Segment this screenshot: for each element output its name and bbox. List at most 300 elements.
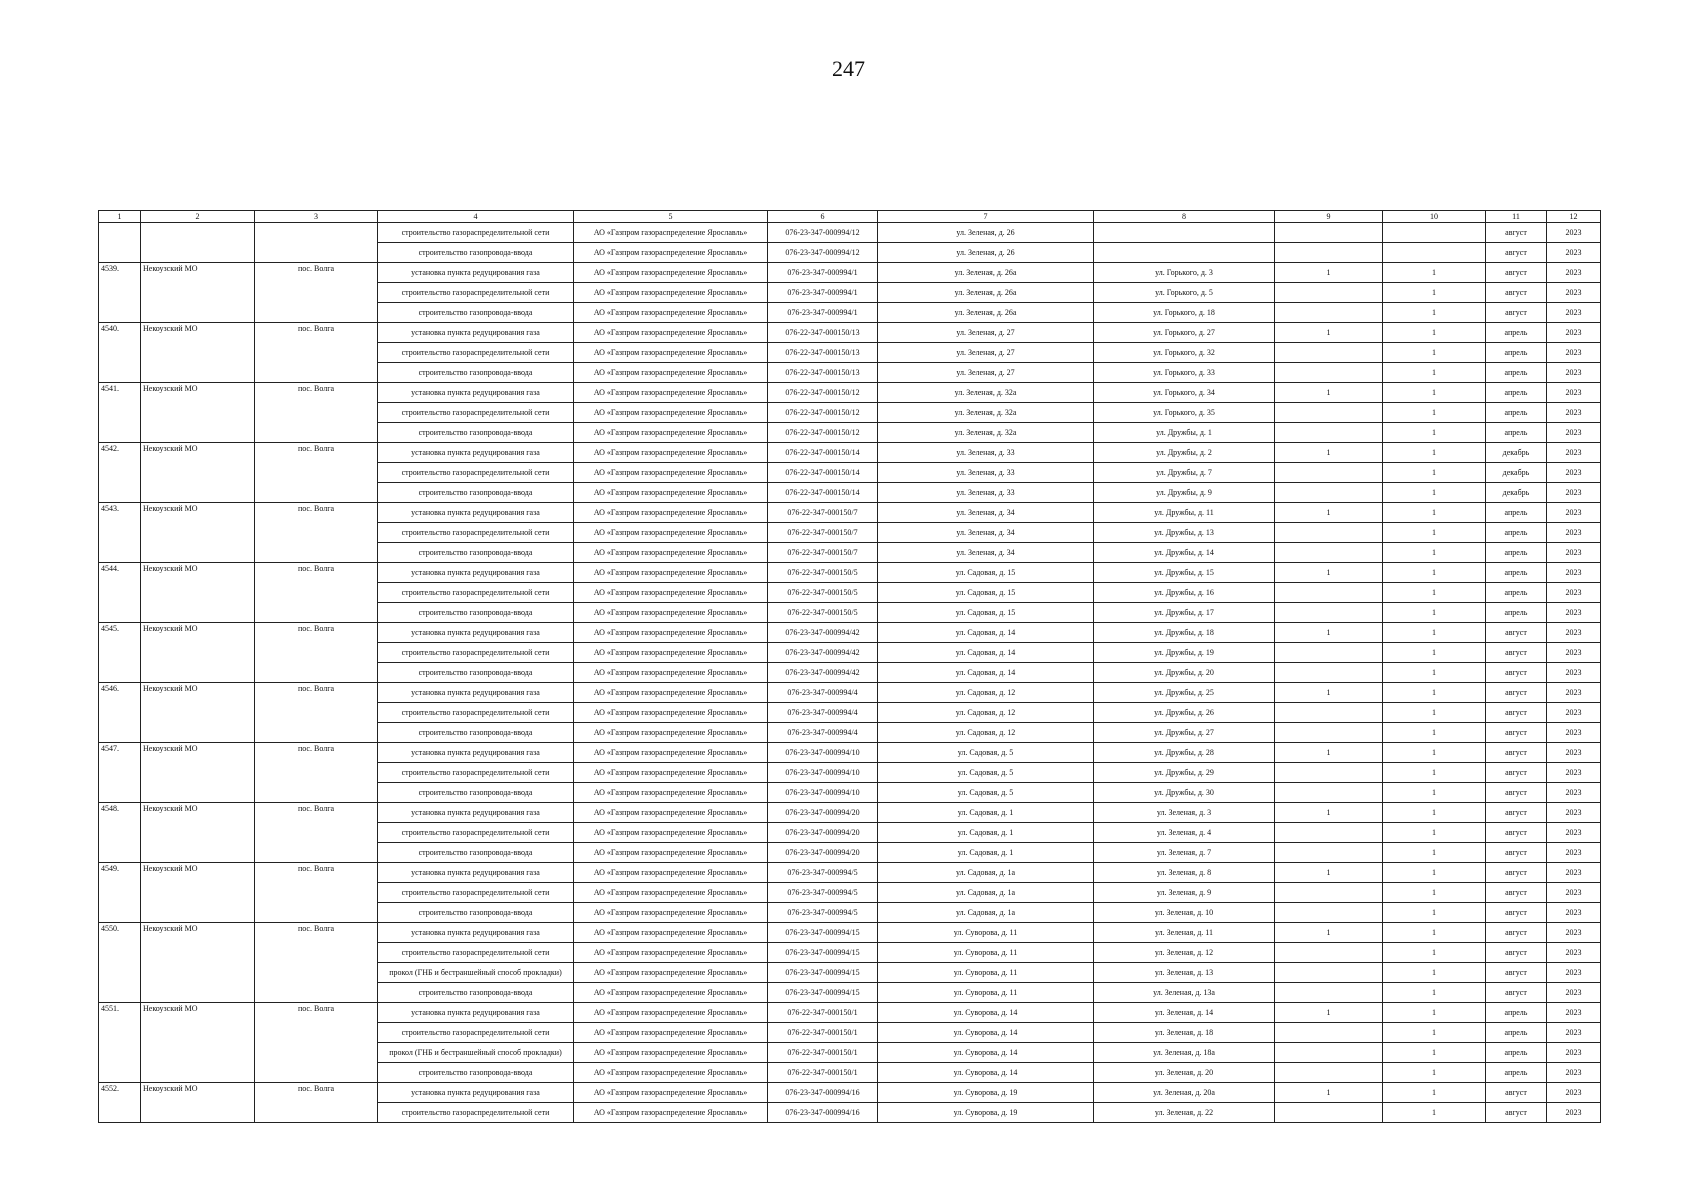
col10-cell: 1: [1383, 923, 1486, 943]
table-body: [99, 223, 1601, 1123]
settlement-cell: пос. Волга: [255, 803, 378, 863]
object-address-cell: ул. Зеленая, д. 34: [878, 523, 1094, 543]
object-address-cell: ул. Суворова, д. 14: [878, 1063, 1094, 1083]
table-row: [99, 1083, 1601, 1103]
tech-conditions-number-cell: 076-22-347-000150/5: [768, 603, 878, 623]
work-type-cell: строительство газопровода-ввода: [378, 983, 574, 1003]
object-address-cell: ул. Зеленая, д. 34: [878, 543, 1094, 563]
tech-conditions-number-cell: 076-23-347-000994/20: [768, 823, 878, 843]
month-cell: август: [1486, 703, 1547, 723]
table-row: [99, 243, 1601, 263]
connected-address-cell: ул. Зеленая, д. 11: [1094, 923, 1275, 943]
month-cell: август: [1486, 223, 1547, 243]
year-cell: 2023: [1547, 343, 1601, 363]
connected-address-cell: ул. Дружбы, д. 18: [1094, 623, 1275, 643]
year-cell: 2023: [1547, 983, 1601, 1003]
work-type-cell: прокол (ГНБ и бестраншейный способ прокладки): [378, 963, 574, 983]
col9-cell: 1: [1275, 803, 1383, 823]
object-address-cell: ул. Зеленая, д. 34: [878, 503, 1094, 523]
month-cell: апрель: [1486, 603, 1547, 623]
col9-cell: [1275, 423, 1383, 443]
year-cell: 2023: [1547, 823, 1601, 843]
connected-address-cell: ул. Зеленая, д. 4: [1094, 823, 1275, 843]
settlement-cell: пос. Волга: [255, 1003, 378, 1083]
year-cell: 2023: [1547, 723, 1601, 743]
col10-cell: 1: [1383, 963, 1486, 983]
year-cell: 2023: [1547, 843, 1601, 863]
col9-cell: [1275, 883, 1383, 903]
work-type-cell: строительство газопровода-ввода: [378, 363, 574, 383]
month-cell: август: [1486, 243, 1547, 263]
object-address-cell: ул. Зеленая, д. 26а: [878, 263, 1094, 283]
settlement-cell: пос. Волга: [255, 743, 378, 803]
organization-cell: АО «Газпром газораспределение Ярославль»: [574, 1103, 768, 1123]
connected-address-cell: ул. Дружбы, д. 1: [1094, 423, 1275, 443]
month-cell: декабрь: [1486, 443, 1547, 463]
settlement-cell: пос. Волга: [255, 443, 378, 503]
organization-cell: АО «Газпром газораспределение Ярославль»: [574, 283, 768, 303]
month-cell: август: [1486, 303, 1547, 323]
row-number-cell: 4542.: [99, 443, 141, 503]
col9-cell: [1275, 1103, 1383, 1123]
year-cell: 2023: [1547, 963, 1601, 983]
month-cell: апрель: [1486, 363, 1547, 383]
tech-conditions-number-cell: 076-23-347-000994/10: [768, 783, 878, 803]
work-type-cell: строительство газораспределительной сети: [378, 403, 574, 423]
settlement-cell: пос. Волга: [255, 1083, 378, 1123]
object-address-cell: ул. Садовая, д. 1а: [878, 863, 1094, 883]
work-type-cell: строительство газопровода-ввода: [378, 783, 574, 803]
row-number-cell: 4551.: [99, 1003, 141, 1083]
connected-address-cell: ул. Зеленая, д. 14: [1094, 1003, 1275, 1023]
month-cell: август: [1486, 723, 1547, 743]
row-number-cell: 4546.: [99, 683, 141, 743]
work-type-cell: установка пункта редуцирования газа: [378, 563, 574, 583]
connected-address-cell: ул. Зеленая, д. 22: [1094, 1103, 1275, 1123]
col9-cell: [1275, 283, 1383, 303]
organization-cell: АО «Газпром газораспределение Ярославль»: [574, 883, 768, 903]
table-row: [99, 443, 1601, 463]
month-cell: декабрь: [1486, 463, 1547, 483]
col10-cell: 1: [1383, 1063, 1486, 1083]
column-header: 2: [141, 211, 255, 223]
col10-cell: 1: [1383, 283, 1486, 303]
tech-conditions-number-cell: 076-22-347-000150/12: [768, 383, 878, 403]
connected-address-cell: ул. Дружбы, д. 28: [1094, 743, 1275, 763]
work-type-cell: строительство газораспределительной сети: [378, 343, 574, 363]
year-cell: 2023: [1547, 483, 1601, 503]
year-cell: 2023: [1547, 863, 1601, 883]
object-address-cell: ул. Суворова, д. 14: [878, 1043, 1094, 1063]
col10-cell: 1: [1383, 763, 1486, 783]
tech-conditions-number-cell: 076-23-347-000994/15: [768, 963, 878, 983]
col10-cell: 1: [1383, 343, 1486, 363]
connected-address-cell: ул. Дружбы, д. 15: [1094, 563, 1275, 583]
col9-cell: [1275, 843, 1383, 863]
object-address-cell: ул. Зеленая, д. 26: [878, 223, 1094, 243]
work-type-cell: строительство газораспределительной сети: [378, 283, 574, 303]
month-cell: август: [1486, 943, 1547, 963]
col9-cell: 1: [1275, 1003, 1383, 1023]
column-header: 6: [768, 211, 878, 223]
row-number-cell: 4550.: [99, 923, 141, 1003]
col10-cell: 1: [1383, 1103, 1486, 1123]
object-address-cell: ул. Садовая, д. 12: [878, 703, 1094, 723]
work-type-cell: строительство газопровода-ввода: [378, 303, 574, 323]
col9-cell: [1275, 663, 1383, 683]
organization-cell: АО «Газпром газораспределение Ярославль»: [574, 483, 768, 503]
connected-address-cell: ул. Дружбы, д. 9: [1094, 483, 1275, 503]
month-cell: апрель: [1486, 1063, 1547, 1083]
municipality-cell: Некоузский МО: [141, 743, 255, 803]
col9-cell: [1275, 1023, 1383, 1043]
year-cell: 2023: [1547, 583, 1601, 603]
col10-cell: 1: [1383, 403, 1486, 423]
col9-cell: [1275, 243, 1383, 263]
settlement-cell: пос. Волга: [255, 383, 378, 443]
organization-cell: АО «Газпром газораспределение Ярославль»: [574, 363, 768, 383]
col10-cell: 1: [1383, 423, 1486, 443]
connected-address-cell: ул. Горького, д. 35: [1094, 403, 1275, 423]
col9-cell: [1275, 823, 1383, 843]
col9-cell: [1275, 1063, 1383, 1083]
tech-conditions-number-cell: 076-22-347-000150/12: [768, 403, 878, 423]
year-cell: 2023: [1547, 263, 1601, 283]
object-address-cell: ул. Суворова, д. 11: [878, 983, 1094, 1003]
object-address-cell: ул. Зеленая, д. 32а: [878, 423, 1094, 443]
work-type-cell: строительство газопровода-ввода: [378, 903, 574, 923]
year-cell: 2023: [1547, 1083, 1601, 1103]
organization-cell: АО «Газпром газораспределение Ярославль»: [574, 423, 768, 443]
year-cell: 2023: [1547, 1103, 1601, 1123]
year-cell: 2023: [1547, 923, 1601, 943]
tech-conditions-number-cell: 076-23-347-000994/20: [768, 803, 878, 823]
column-header: 1: [99, 211, 141, 223]
organization-cell: АО «Газпром газораспределение Ярославль»: [574, 523, 768, 543]
municipality-cell: Некоузский МО: [141, 923, 255, 1003]
col9-cell: 1: [1275, 503, 1383, 523]
object-address-cell: ул. Суворова, д. 11: [878, 923, 1094, 943]
connected-address-cell: [1094, 243, 1275, 263]
municipality-cell: Некоузский МО: [141, 1083, 255, 1123]
month-cell: апрель: [1486, 423, 1547, 443]
month-cell: август: [1486, 963, 1547, 983]
column-header: 7: [878, 211, 1094, 223]
month-cell: апрель: [1486, 1023, 1547, 1043]
col10-cell: 1: [1383, 663, 1486, 683]
organization-cell: АО «Газпром газораспределение Ярославль»: [574, 983, 768, 1003]
tech-conditions-number-cell: 076-23-347-000994/4: [768, 683, 878, 703]
object-address-cell: ул. Садовая, д. 5: [878, 783, 1094, 803]
connected-address-cell: ул. Горького, д. 32: [1094, 343, 1275, 363]
connected-address-cell: ул. Горького, д. 34: [1094, 383, 1275, 403]
col10-cell: 1: [1383, 483, 1486, 503]
month-cell: август: [1486, 823, 1547, 843]
organization-cell: АО «Газпром газораспределение Ярославль»: [574, 863, 768, 883]
work-type-cell: строительство газораспределительной сети: [378, 523, 574, 543]
work-type-cell: строительство газораспределительной сети: [378, 883, 574, 903]
object-address-cell: ул. Садовая, д. 1: [878, 843, 1094, 863]
tech-conditions-number-cell: 076-23-347-000994/42: [768, 623, 878, 643]
month-cell: август: [1486, 283, 1547, 303]
object-address-cell: ул. Садовая, д. 12: [878, 723, 1094, 743]
month-cell: апрель: [1486, 503, 1547, 523]
organization-cell: АО «Газпром газораспределение Ярославль»: [574, 843, 768, 863]
connected-address-cell: ул. Дружбы, д. 7: [1094, 463, 1275, 483]
tech-conditions-number-cell: 076-23-347-000994/12: [768, 223, 878, 243]
column-header: 11: [1486, 211, 1547, 223]
month-cell: апрель: [1486, 583, 1547, 603]
organization-cell: АО «Газпром газораспределение Ярославль»: [574, 723, 768, 743]
year-cell: 2023: [1547, 1003, 1601, 1023]
work-type-cell: строительство газораспределительной сети: [378, 583, 574, 603]
organization-cell: АО «Газпром газораспределение Ярославль»: [574, 403, 768, 423]
organization-cell: АО «Газпром газораспределение Ярославль»: [574, 583, 768, 603]
year-cell: 2023: [1547, 883, 1601, 903]
connected-address-cell: ул. Зеленая, д. 9: [1094, 883, 1275, 903]
col10-cell: 1: [1383, 563, 1486, 583]
row-number-cell: 4549.: [99, 863, 141, 923]
tech-conditions-number-cell: 076-22-347-000150/7: [768, 543, 878, 563]
connected-address-cell: ул. Дружбы, д. 29: [1094, 763, 1275, 783]
year-cell: 2023: [1547, 383, 1601, 403]
tech-conditions-number-cell: 076-22-347-000150/7: [768, 503, 878, 523]
col9-cell: [1275, 343, 1383, 363]
object-address-cell: ул. Зеленая, д. 32а: [878, 383, 1094, 403]
object-address-cell: ул. Садовая, д. 12: [878, 683, 1094, 703]
work-type-cell: установка пункта редуцирования газа: [378, 803, 574, 823]
work-type-cell: строительство газораспределительной сети: [378, 943, 574, 963]
year-cell: 2023: [1547, 703, 1601, 723]
connected-address-cell: ул. Дружбы, д. 11: [1094, 503, 1275, 523]
object-address-cell: ул. Зеленая, д. 27: [878, 363, 1094, 383]
col10-cell: 1: [1383, 1003, 1486, 1023]
organization-cell: АО «Газпром газораспределение Ярославль»: [574, 1063, 768, 1083]
col10-cell: 1: [1383, 883, 1486, 903]
col9-cell: [1275, 403, 1383, 423]
work-type-cell: строительство газораспределительной сети: [378, 1103, 574, 1123]
connected-address-cell: ул. Зеленая, д. 18: [1094, 1023, 1275, 1043]
connected-address-cell: ул. Зеленая, д. 12: [1094, 943, 1275, 963]
municipality-cell: Некоузский МО: [141, 563, 255, 623]
work-type-cell: установка пункта редуцирования газа: [378, 383, 574, 403]
organization-cell: АО «Газпром газораспределение Ярославль»: [574, 603, 768, 623]
tech-conditions-number-cell: 076-22-347-000150/14: [768, 443, 878, 463]
object-address-cell: ул. Суворова, д. 14: [878, 1003, 1094, 1023]
tech-conditions-number-cell: 076-23-347-000994/1: [768, 283, 878, 303]
organization-cell: АО «Газпром газораспределение Ярославль»: [574, 383, 768, 403]
col10-cell: 1: [1383, 503, 1486, 523]
table-row: [99, 383, 1601, 403]
column-number-row: [99, 211, 1601, 223]
month-cell: август: [1486, 663, 1547, 683]
col9-cell: [1275, 483, 1383, 503]
year-cell: 2023: [1547, 503, 1601, 523]
organization-cell: АО «Газпром газораспределение Ярославль»: [574, 343, 768, 363]
col9-cell: [1275, 303, 1383, 323]
column-header: 12: [1547, 211, 1601, 223]
year-cell: 2023: [1547, 903, 1601, 923]
col10-cell: 1: [1383, 823, 1486, 843]
row-number-cell: 4539.: [99, 263, 141, 323]
col10-cell: 1: [1383, 1083, 1486, 1103]
organization-cell: АО «Газпром газораспределение Ярославль»: [574, 1043, 768, 1063]
year-cell: 2023: [1547, 603, 1601, 623]
work-type-cell: установка пункта редуцирования газа: [378, 1003, 574, 1023]
tech-conditions-number-cell: 076-23-347-000994/4: [768, 703, 878, 723]
work-type-cell: установка пункта редуцирования газа: [378, 263, 574, 283]
year-cell: 2023: [1547, 403, 1601, 423]
year-cell: 2023: [1547, 443, 1601, 463]
year-cell: 2023: [1547, 663, 1601, 683]
month-cell: август: [1486, 903, 1547, 923]
work-type-cell: строительство газопровода-ввода: [378, 723, 574, 743]
col10-cell: 1: [1383, 323, 1486, 343]
col9-cell: [1275, 763, 1383, 783]
row-number-cell: 4552.: [99, 1083, 141, 1123]
municipality-cell: Некоузский МО: [141, 1003, 255, 1083]
organization-cell: АО «Газпром газораспределение Ярославль»: [574, 443, 768, 463]
year-cell: 2023: [1547, 303, 1601, 323]
connected-address-cell: ул. Дружбы, д. 27: [1094, 723, 1275, 743]
col9-cell: 1: [1275, 623, 1383, 643]
table-row: [99, 263, 1601, 283]
column-header: 8: [1094, 211, 1275, 223]
connected-address-cell: ул. Горького, д. 33: [1094, 363, 1275, 383]
year-cell: 2023: [1547, 563, 1601, 583]
municipality-cell: Некоузский МО: [141, 323, 255, 383]
col10-cell: 1: [1383, 583, 1486, 603]
month-cell: апрель: [1486, 1043, 1547, 1063]
col9-cell: 1: [1275, 863, 1383, 883]
connected-address-cell: ул. Горького, д. 18: [1094, 303, 1275, 323]
work-type-cell: строительство газопровода-ввода: [378, 423, 574, 443]
work-type-cell: строительство газораспределительной сети: [378, 703, 574, 723]
connected-address-cell: ул. Дружбы, д. 16: [1094, 583, 1275, 603]
month-cell: август: [1486, 883, 1547, 903]
col9-cell: [1275, 363, 1383, 383]
month-cell: апрель: [1486, 403, 1547, 423]
col10-cell: 1: [1383, 363, 1486, 383]
month-cell: апрель: [1486, 1003, 1547, 1023]
tech-conditions-number-cell: 076-22-347-000150/13: [768, 363, 878, 383]
municipality-cell: Некоузский МО: [141, 863, 255, 923]
month-cell: август: [1486, 803, 1547, 823]
object-address-cell: ул. Зеленая, д. 33: [878, 443, 1094, 463]
col10-cell: 1: [1383, 443, 1486, 463]
col10-cell: 1: [1383, 943, 1486, 963]
year-cell: 2023: [1547, 543, 1601, 563]
col9-cell: [1275, 1043, 1383, 1063]
col10-cell: [1383, 223, 1486, 243]
object-address-cell: ул. Садовая, д. 1: [878, 803, 1094, 823]
work-type-cell: установка пункта редуцирования газа: [378, 623, 574, 643]
row-number-cell: 4540.: [99, 323, 141, 383]
col9-cell: [1275, 783, 1383, 803]
table-row: [99, 623, 1601, 643]
object-address-cell: ул. Зеленая, д. 33: [878, 483, 1094, 503]
work-type-cell: установка пункта редуцирования газа: [378, 923, 574, 943]
year-cell: 2023: [1547, 643, 1601, 663]
year-cell: 2023: [1547, 283, 1601, 303]
row-number-cell: 4544.: [99, 563, 141, 623]
object-address-cell: ул. Садовая, д. 1: [878, 823, 1094, 843]
work-type-cell: установка пункта редуцирования газа: [378, 323, 574, 343]
connected-address-cell: ул. Зеленая, д. 3: [1094, 803, 1275, 823]
work-type-cell: строительство газопровода-ввода: [378, 483, 574, 503]
year-cell: 2023: [1547, 423, 1601, 443]
organization-cell: АО «Газпром газораспределение Ярославль»: [574, 943, 768, 963]
col10-cell: 1: [1383, 643, 1486, 663]
year-cell: 2023: [1547, 363, 1601, 383]
settlement-cell: пос. Волга: [255, 563, 378, 623]
settlement-cell: пос. Волга: [255, 863, 378, 923]
settlement-cell: пос. Волга: [255, 263, 378, 323]
col9-cell: 1: [1275, 683, 1383, 703]
year-cell: 2023: [1547, 803, 1601, 823]
col9-cell: 1: [1275, 443, 1383, 463]
object-address-cell: ул. Суворова, д. 19: [878, 1083, 1094, 1103]
month-cell: апрель: [1486, 563, 1547, 583]
tech-conditions-number-cell: 076-23-347-000994/5: [768, 903, 878, 923]
column-header: 9: [1275, 211, 1383, 223]
year-cell: 2023: [1547, 783, 1601, 803]
tech-conditions-number-cell: 076-23-347-000994/42: [768, 643, 878, 663]
tech-conditions-number-cell: 076-23-347-000994/10: [768, 743, 878, 763]
col10-cell: 1: [1383, 523, 1486, 543]
tech-conditions-number-cell: 076-22-347-000150/5: [768, 563, 878, 583]
col10-cell: 1: [1383, 383, 1486, 403]
connected-address-cell: ул. Дружбы, д. 17: [1094, 603, 1275, 623]
work-type-cell: строительство газораспределительной сети: [378, 223, 574, 243]
col10-cell: 1: [1383, 683, 1486, 703]
table-row: [99, 683, 1601, 703]
col9-cell: [1275, 723, 1383, 743]
object-address-cell: ул. Суворова, д. 14: [878, 1023, 1094, 1043]
col10-cell: 1: [1383, 843, 1486, 863]
col9-cell: [1275, 963, 1383, 983]
organization-cell: АО «Газпром газораспределение Ярославль»: [574, 643, 768, 663]
tech-conditions-number-cell: 076-22-347-000150/7: [768, 523, 878, 543]
tech-conditions-number-cell: 076-22-347-000150/1: [768, 1023, 878, 1043]
tech-conditions-number-cell: 076-22-347-000150/14: [768, 483, 878, 503]
col9-cell: [1275, 603, 1383, 623]
connected-address-cell: ул. Дружбы, д. 30: [1094, 783, 1275, 803]
col10-cell: 1: [1383, 263, 1486, 283]
col10-cell: 1: [1383, 543, 1486, 563]
row-number-cell: 4547.: [99, 743, 141, 803]
gasification-table-sheet: [98, 210, 1600, 1123]
municipality-cell: Некоузский МО: [141, 263, 255, 323]
col10-cell: 1: [1383, 463, 1486, 483]
tech-conditions-number-cell: 076-22-347-000150/12: [768, 423, 878, 443]
organization-cell: АО «Газпром газораспределение Ярославль»: [574, 803, 768, 823]
object-address-cell: ул. Зеленая, д. 26а: [878, 303, 1094, 323]
month-cell: август: [1486, 763, 1547, 783]
row-number-cell: [99, 243, 141, 263]
col9-cell: 1: [1275, 923, 1383, 943]
object-address-cell: ул. Садовая, д. 1а: [878, 903, 1094, 923]
organization-cell: АО «Газпром газораспределение Ярославль»: [574, 303, 768, 323]
connected-address-cell: ул. Дружбы, д. 26: [1094, 703, 1275, 723]
tech-conditions-number-cell: 076-23-347-000994/4: [768, 723, 878, 743]
col10-cell: 1: [1383, 863, 1486, 883]
column-header: 3: [255, 211, 378, 223]
table-row: [99, 803, 1601, 823]
work-type-cell: строительство газопровода-ввода: [378, 1063, 574, 1083]
year-cell: 2023: [1547, 243, 1601, 263]
col10-cell: 1: [1383, 1023, 1486, 1043]
